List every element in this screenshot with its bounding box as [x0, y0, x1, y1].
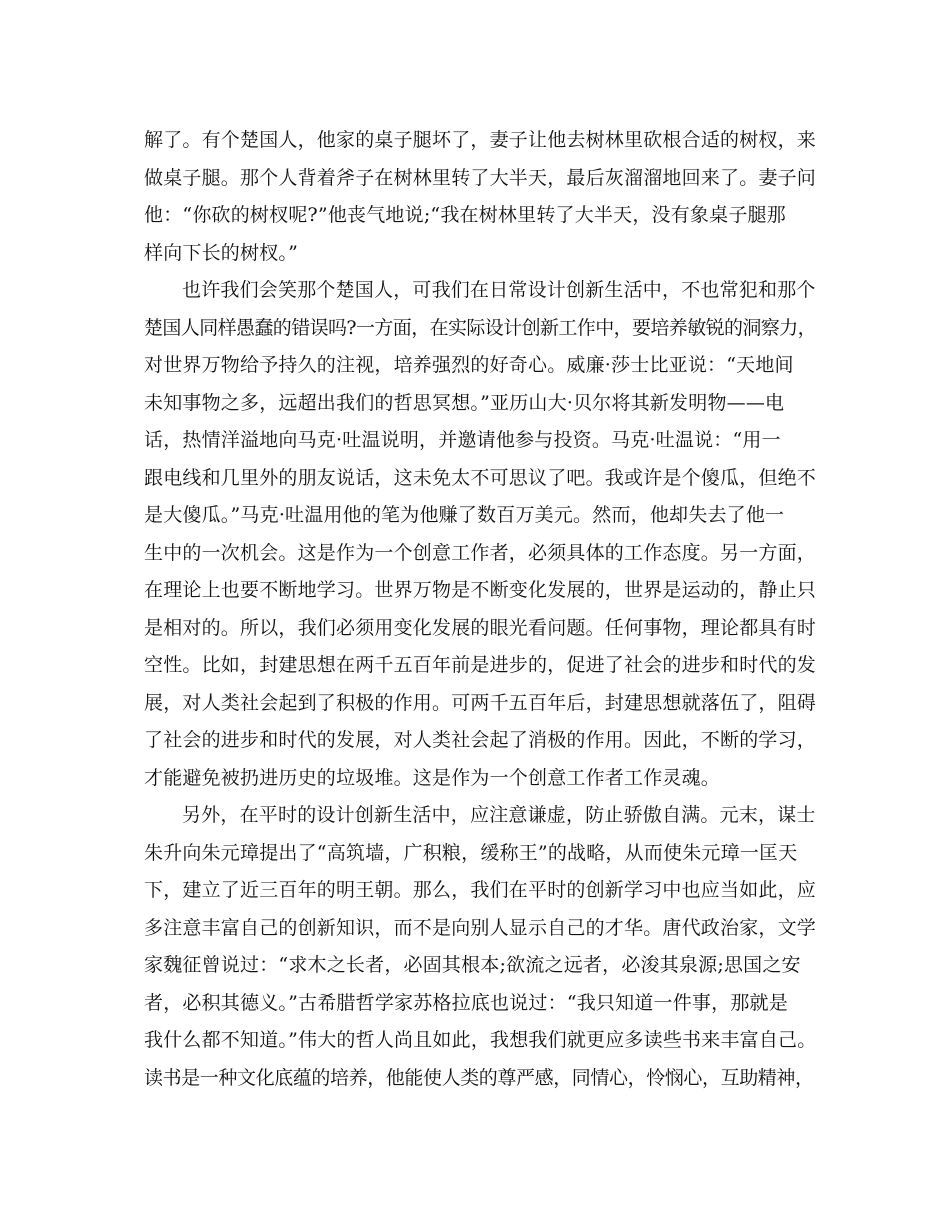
- text-line: 朱升向朱元璋提出了“高筑墙，广积粮，缓称王”的战略，从而使朱元璋一匡天: [144, 841, 798, 864]
- text-line: 展，对人类社会起到了积极的作用。可两千五百年后，封建思想就落伍了，阻碍: [144, 691, 817, 714]
- text-line: 下，建立了近三百年的明王朝。那么，我们在平时的创新学习中也应当如此，应: [144, 879, 817, 901]
- text-line: 样向下长的树杈。”: [144, 241, 299, 264]
- text-line: 了社会的进步和时代的发展，对人类社会起了消极的作用。因此，不断的学习，: [144, 729, 817, 751]
- text-line: 是相对的。所以，我们必须用变化发展的眼光看问题。任何事物，理论都具有时: [144, 616, 817, 639]
- text-line: 空性。比如，封建思想在两千五百年前是进步的，促进了社会的进步和时代的发: [144, 654, 817, 676]
- text-line: 多注意丰富自己的创新知识，而不是向别人显示自己的才华。唐代政治家，文学: [144, 916, 817, 939]
- paragraph-first-line: 另外，在平时的设计创新生活中，应注意谦虚，防止骄傲自满。元末，谋士: [182, 804, 816, 826]
- text-line: 在理论上也要不断地学习。世界万物是不断变化发展的，世界是运动的，静止只: [144, 579, 817, 601]
- text-line: 楚国人同样愚蠢的错误吗?一方面，在实际设计创新工作中，要培养敏锐的洞察力，: [144, 316, 816, 339]
- text-line: 话，热情洋溢地向马克·吐温说明，并邀请他参与投资。马克·吐温说：“用一: [144, 429, 781, 451]
- text-line: 是大傻瓜。”马克·吐温用他的笔为他赚了数百万美元。然而，他却失去了他一: [144, 504, 785, 526]
- text-line: 对世界万物给予持久的注视，培养强烈的好奇心。威廉·莎士比亚说：“天地间: [144, 354, 794, 376]
- text-line: 他：“你砍的树杈呢?”他丧气地说;“我在树林里转了大半天，没有象桌子腿那: [144, 204, 786, 226]
- text-line: 做桌子腿。那个人背着斧子在树林里转了大半天，最后灰溜溜地回来了。妻子问: [144, 166, 817, 189]
- text-line: 未知事物之多，远超出我们的哲思冥想。”亚历山大·贝尔将其新发明物——电: [144, 391, 785, 414]
- text-line: 读书是一种文化底蕴的培养，他能使人类的尊严感，同情心，怜悯心，互助精神，: [144, 1066, 814, 1089]
- text-line: 跟电线和几里外的朋友说话，这未免太不可思议了吧。我或许是个傻瓜，但绝不: [144, 466, 817, 489]
- text-line: 我什么都不知道。”伟大的哲人尚且如此，我想我们就更应多读些书来丰富自己。: [144, 1029, 817, 1051]
- text-line: 家魏征曾说过：“求木之长者，必固其根本;欲流之远者，必浚其泉源;思国之安: [144, 954, 801, 976]
- text-line: 生中的一次机会。这是作为一个创意工作者，必须具体的工作态度。另一方面，: [144, 541, 817, 564]
- text-line: 才能避免被扔进历史的垃圾堆。这是作为一个创意工作者工作灵魂。: [144, 766, 721, 789]
- text-line: 解了。有个楚国人，他家的桌子腿坏了，妻子让他去树林里砍根合适的树杈，来: [144, 129, 817, 151]
- paragraph-first-line: 也许我们会笑那个楚国人，可我们在日常设计创新生活中，不也常犯和那个: [182, 279, 816, 301]
- text-line: 者，必积其德义。”古希腊哲学家苏格拉底也说过：“我只知道一件事，那就是: [144, 991, 788, 1014]
